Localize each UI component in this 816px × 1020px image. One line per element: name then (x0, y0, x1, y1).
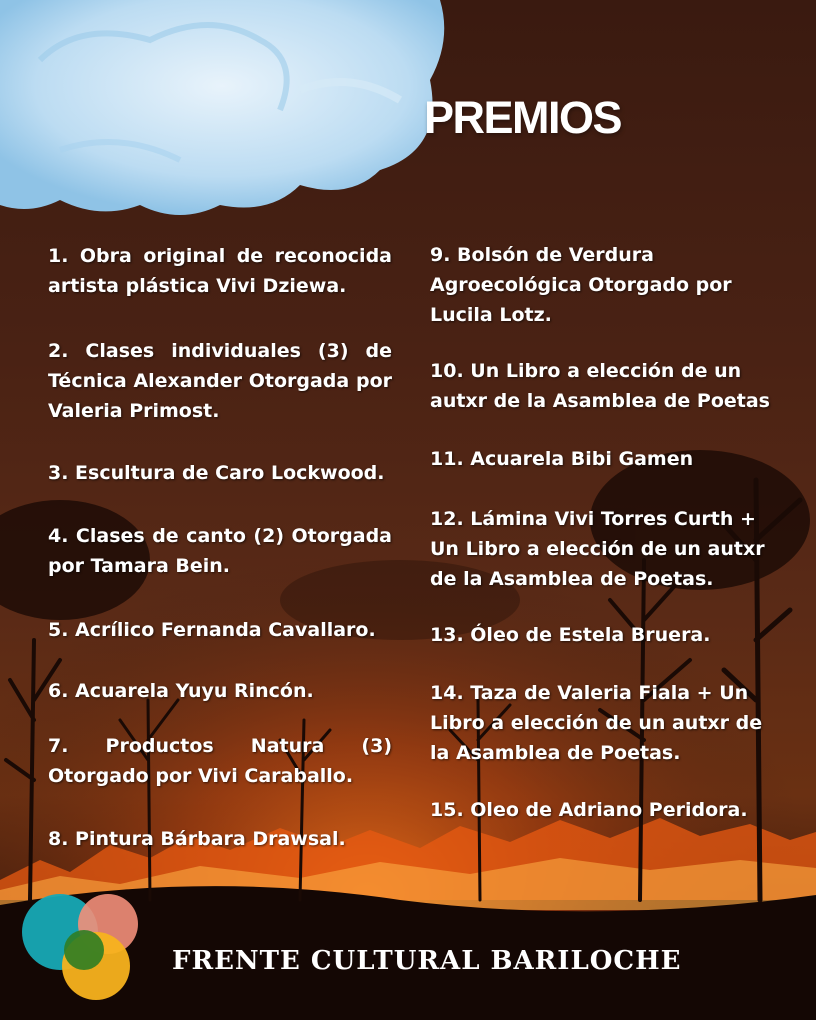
prize-item-8: 8. Pintura Bárbara Drawsal. (48, 828, 346, 850)
prize-item-11: 11. Acuarela Bibi Gamen (430, 448, 694, 470)
prize-item-5: 5. Acrílico Fernanda Cavallaro. (48, 619, 376, 641)
prize-item-3: 3. Escultura de Caro Lockwood. (48, 462, 385, 484)
prize-item-15: 15. Oleo de Adriano Peridora. (430, 799, 748, 821)
prize-item-1: 1. Obra original de reconocida artista plástica Vivi Dziewa. (48, 245, 392, 297)
prize-item-6: 6. Acuarela Yuyu Rincón. (48, 680, 314, 702)
prize-item-2: 2. Clases individuales (3) de Técnica Alexander Otorgada por Valeria Primost. (48, 340, 392, 422)
organization-name: FRENTE CULTURAL BARILOCHE (172, 946, 682, 976)
prize-item-13: 13. Óleo de Estela Bruera. (430, 624, 711, 646)
prize-item-9: 9. Bolsón de Verdura Agroecológica Otorgado por Lucila Lotz. (430, 244, 732, 326)
prize-item-14: 14. Taza de Valeria Fiala + Un Libro a elección de un autxr de la Asamblea de Poetas. (430, 682, 763, 764)
prize-item-12: 12. Lámina Vivi Torres Curth + Un Libro a elección de un autxr de la Asamblea de Poetas. (430, 508, 765, 590)
frente-cultural-logo (22, 890, 142, 1002)
prize-item-4: 4. Clases de canto (2) Otorgada por Tamara Bein. (48, 525, 392, 577)
logo-green-circle (64, 930, 104, 970)
page-title: PREMIOS (424, 92, 622, 143)
prize-item-7: 7. Productos Natura (3) Otorgado por Vivi Caraballo. (48, 735, 392, 787)
prize-item-10: 10. Un Libro a elección de un autxr de la Asamblea de Poetas (430, 360, 770, 412)
